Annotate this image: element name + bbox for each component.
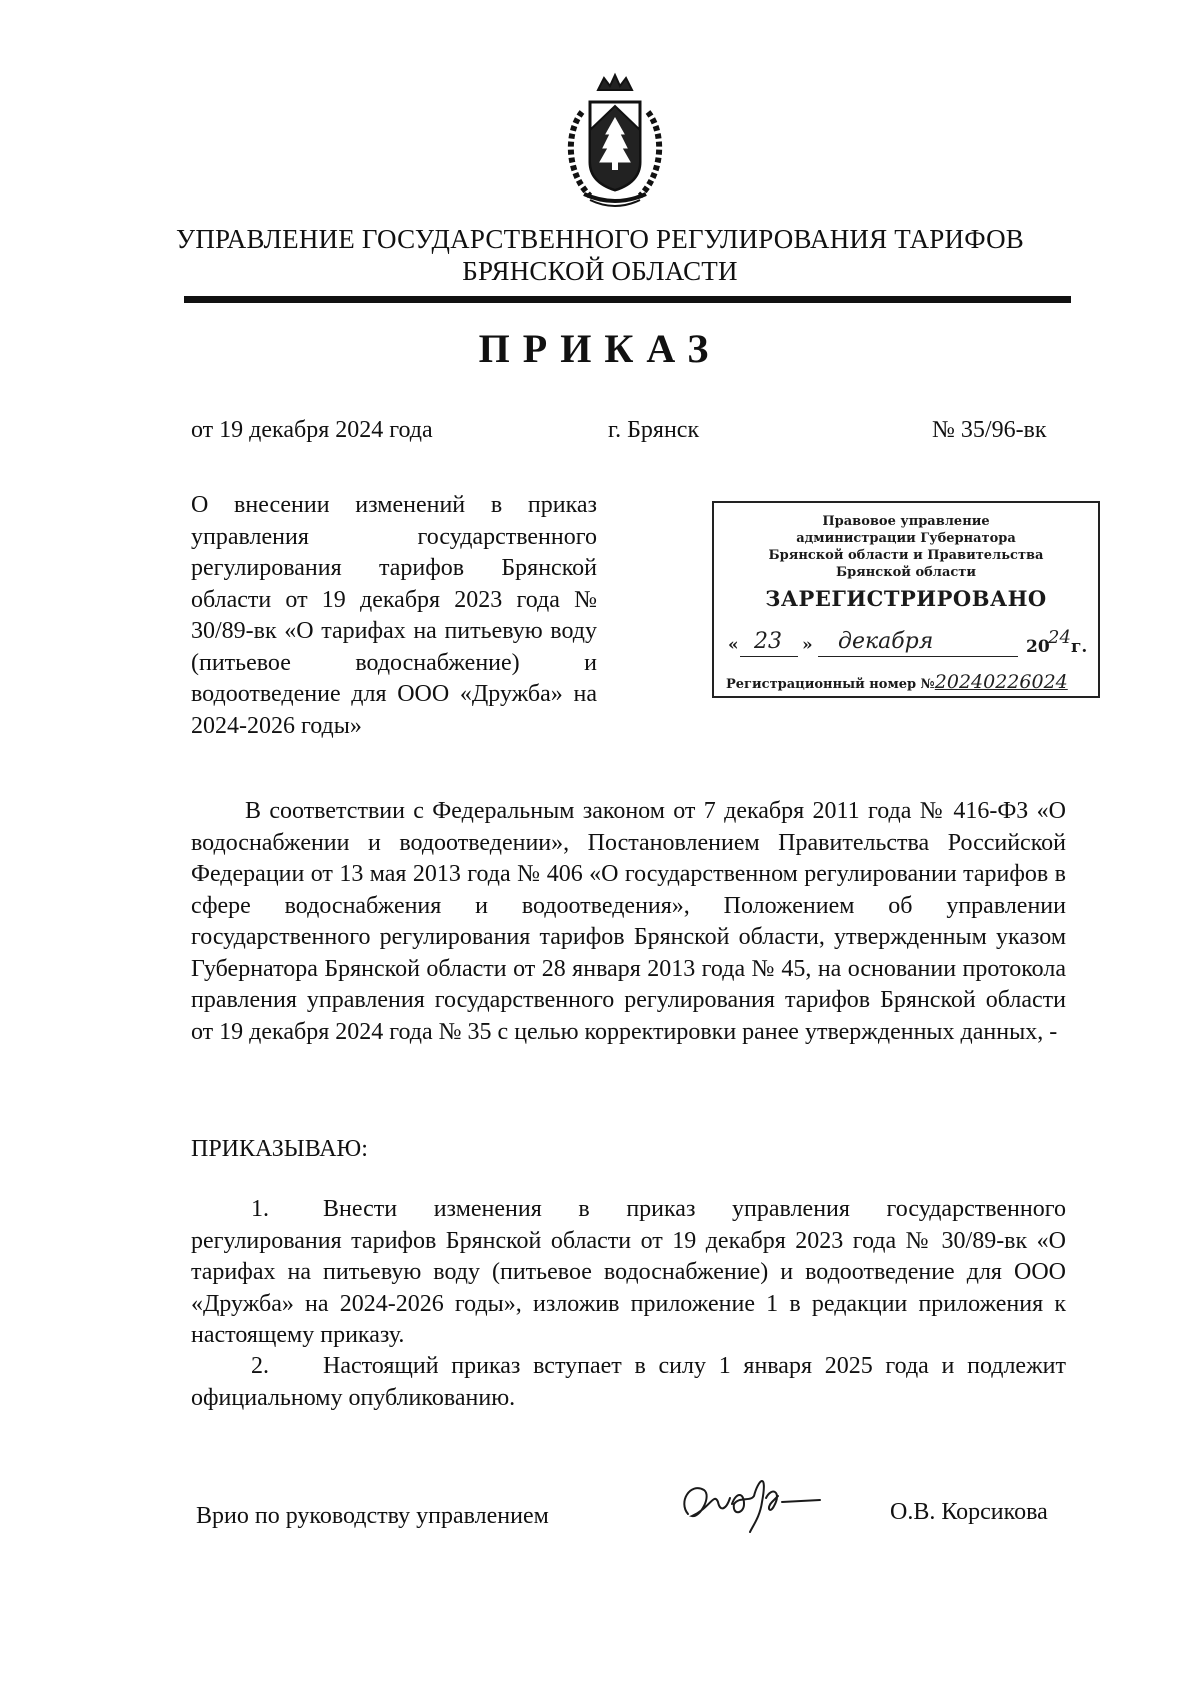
stamp-year-prefix: 20 <box>1026 637 1050 657</box>
stamp-line: Брянской области <box>835 565 976 580</box>
order-item-text: Настоящий приказ вступает в силу 1 января 2025 года и подлежит официальному опубликованию. <box>191 1353 1066 1411</box>
stamp-month: декабря <box>838 629 934 654</box>
order-date: от 19 декабря 2024 года <box>191 417 433 443</box>
order-number: № 35/96-вк <box>932 417 1047 443</box>
order-item-text: Внести изменения в приказ управления государственного регулирования тарифов Брянской области от 19 декабря 2023 года № 30/89-вк «О тарифах на питьевую воду (питьевое водоснабжение) и водоотведение для ООО «Дружба» на 2024-2026 годы», изложив приложение 1 в редакции приложения к настоящему приказу. <box>191 1196 1066 1348</box>
document-title: ПРИКАЗ <box>478 326 722 371</box>
order-city: г. Брянск <box>608 417 700 443</box>
handwritten-signature-icon <box>670 1462 840 1542</box>
stamp-reg-label: Регистрационный номер № <box>726 677 935 692</box>
stamp-line: администрации Губернатора <box>796 531 1016 546</box>
registration-stamp <box>712 501 1100 698</box>
organization-name-line1: УПРАВЛЕНИЕ ГОСУДАРСТВЕННОГО РЕГУЛИРОВАНИЯ ТАРИФОВ <box>176 224 1024 254</box>
organization-name-line2: БРЯНСКОЙ ОБЛАСТИ <box>462 256 738 286</box>
coat-of-arms-icon <box>560 72 670 212</box>
stamp-day: 23 <box>754 629 782 654</box>
order-item-number: 1. <box>251 1196 269 1222</box>
order-item-number: 2. <box>251 1353 269 1379</box>
stamp-year-unit: г. <box>1071 637 1088 657</box>
header-rule <box>184 296 1071 303</box>
order-item <box>191 1194 1066 1352</box>
stamp-registered: ЗАРЕГИСТРИРОВАНО <box>765 586 1047 611</box>
stamp-line: Брянской области и Правительства <box>768 548 1044 563</box>
preamble-paragraph: В соответствии с Федеральным законом от 7 декабря 2011 года № 416-ФЗ «О водоснабжении и водоотведении», Постановлением Правительства Российской Федерации от 13 мая 2013 года № 406 «О государственном регулировании тарифов в сфере водоснабжения и водоотведения», Положением об управлении государственного регулирования тарифов Брянской области, утвержденным указом Губернатора Брянской области от 28 января 2013 года № 45, на основании протокола правления управления государственного регулирования тарифов Брянской области от 19 декабря 2024 года № 35 с целью корректировки ранее утвержденных данных, - <box>191 798 1066 1045</box>
order-word: ПРИКАЗЫВАЮ: <box>191 1136 368 1162</box>
order-subject: О внесении изменений в приказ управления государственного регулирования тарифов Брянской области от 19 декабря 2023 года № 30/89-вк «О тарифах на питьевую воду (питьевое водоснабжение) и водоотведение для ООО «Дружба» на 2024-2026 годы» <box>191 492 597 739</box>
signatory-name: О.В. Корсикова <box>890 1499 1048 1525</box>
stamp-date: « 23 » декабря 20 24 г. <box>728 627 1088 657</box>
stamp-line: Правовое управление <box>822 514 990 529</box>
order-item <box>191 1351 1066 1414</box>
stamp-reg-number <box>726 671 1068 693</box>
signatory-role: Врио по руководству управлением <box>196 1503 549 1529</box>
stamp-reg-value: 20240226024 <box>934 671 1068 693</box>
stamp-year-suffix: 24 <box>1048 627 1071 648</box>
